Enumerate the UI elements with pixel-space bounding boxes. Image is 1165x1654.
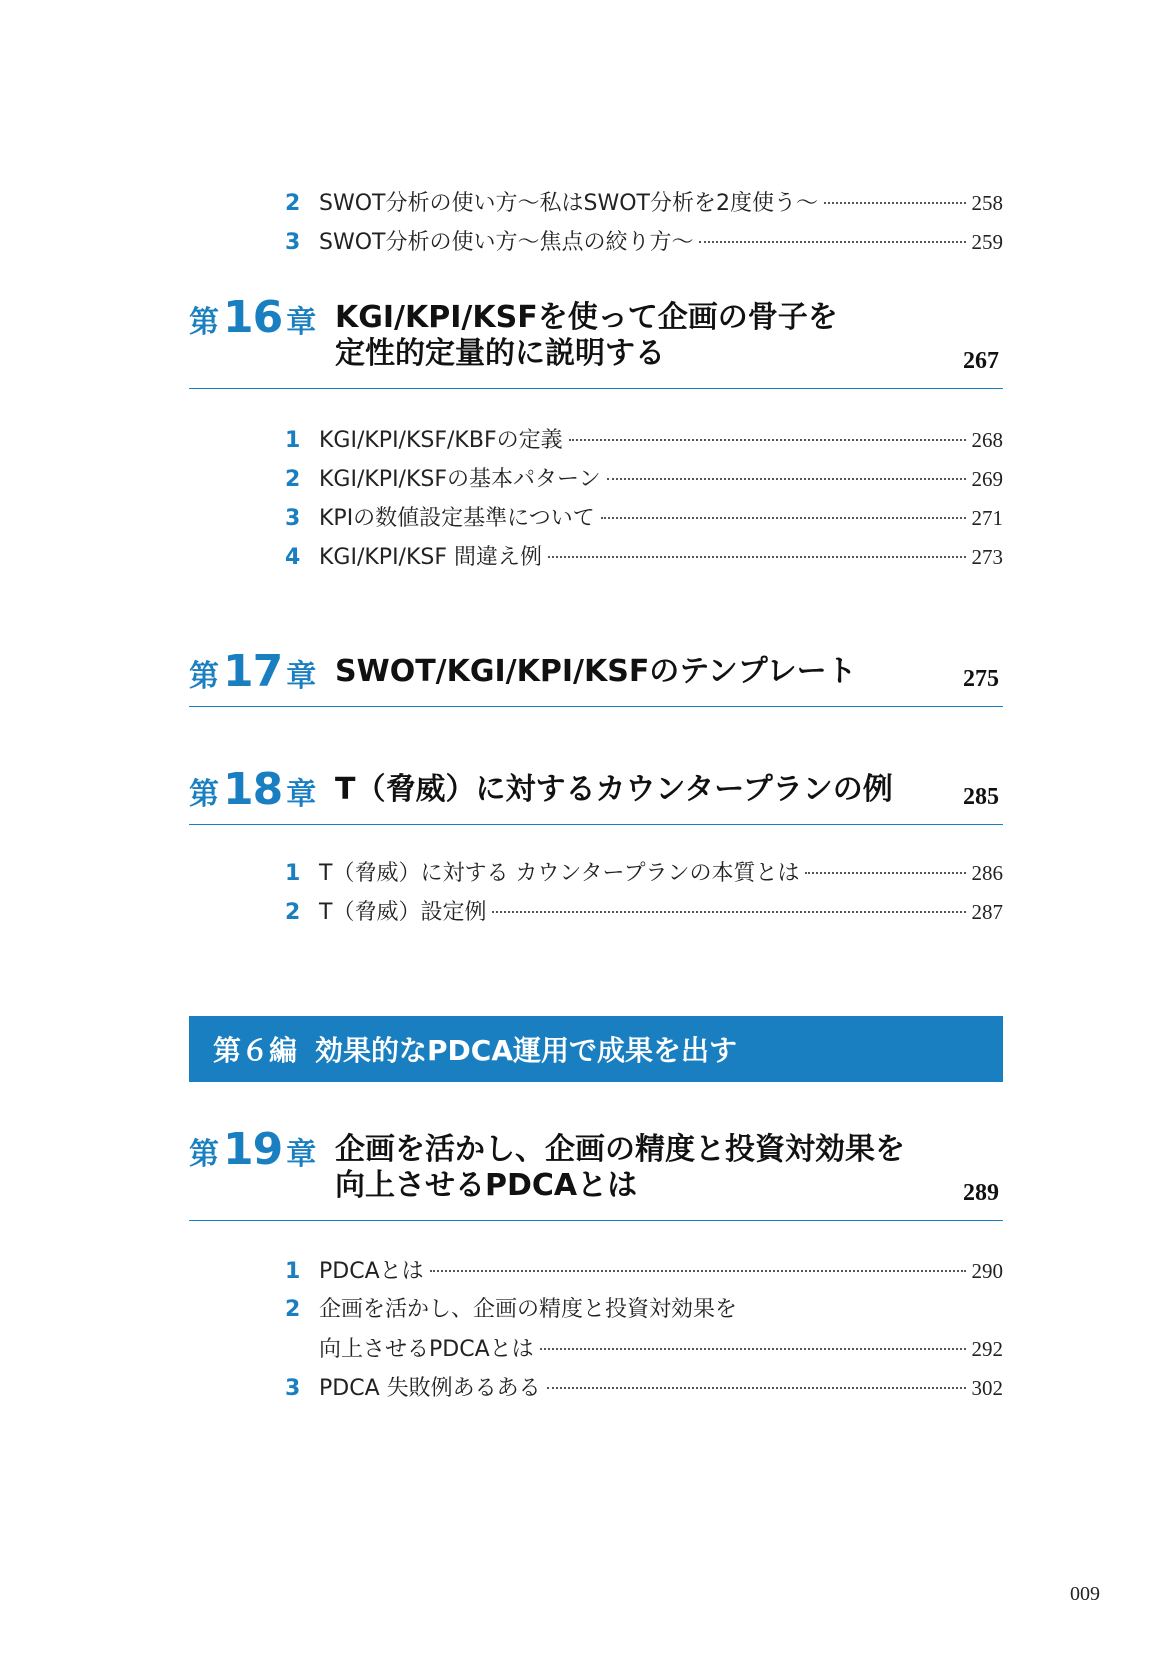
chapter-heading xyxy=(189,764,1003,825)
toc-entry xyxy=(285,1373,1003,1403)
chapter-heading xyxy=(189,1124,1003,1221)
entry-title: PDCA 失敗例あるある xyxy=(319,1376,541,1401)
chapter-title-line2: 向上させるPDCAとは xyxy=(335,1168,638,1203)
entry-page: 287 xyxy=(971,900,1003,924)
toc-entry xyxy=(285,227,1003,257)
dot-leader xyxy=(699,241,965,243)
dot-leader xyxy=(824,202,966,204)
entry-title: T（脅威）に対する カウンタープランの本質とは xyxy=(319,861,800,886)
entry-title: SWOT分析の使い方〜焦点の絞り方〜 xyxy=(319,230,694,255)
toc-entry xyxy=(285,425,1003,455)
chapter-sho: 章 xyxy=(286,1137,317,1172)
chapter-number: 17 xyxy=(223,646,283,697)
entry-page: 271 xyxy=(971,506,1003,530)
chapter-label xyxy=(189,646,316,697)
chapter-dai: 第 xyxy=(189,305,219,340)
chapter-title-line1: T（脅威）に対するカウンタープランの例 xyxy=(335,772,893,807)
entry-page: 268 xyxy=(971,428,1003,452)
entry-number: 1 xyxy=(285,861,301,886)
chapter-page: 275 xyxy=(963,666,999,692)
dot-leader xyxy=(805,872,965,874)
toc-entry xyxy=(285,542,1003,572)
toc-entry xyxy=(285,858,1003,888)
dot-leader xyxy=(547,1387,966,1389)
chapter-page: 285 xyxy=(963,784,999,810)
toc-entry xyxy=(285,1295,1003,1325)
toc-entry xyxy=(285,464,1003,494)
dot-leader xyxy=(540,1348,966,1350)
entry-title: KPIの数値設定基準について xyxy=(319,506,595,531)
chapter-heading xyxy=(189,646,1003,707)
entry-title-continuation: 向上させるPDCAとは xyxy=(319,1337,534,1362)
chapter-sho: 章 xyxy=(286,777,317,812)
entry-number: 1 xyxy=(285,428,301,453)
chapter-title-line1: KGI/KPI/KSFを使って企画の骨子を xyxy=(335,300,838,335)
dot-leader xyxy=(601,517,966,519)
chapter-title-line2: 定性的定量的に説明する xyxy=(335,336,665,371)
dot-leader xyxy=(430,1270,966,1272)
page-number: 009 xyxy=(1070,1583,1100,1605)
chapter-heading xyxy=(189,292,1003,389)
entry-number: 4 xyxy=(285,545,301,570)
entry-number: 2 xyxy=(285,191,301,216)
entry-title: T（脅威）設定例 xyxy=(319,900,487,925)
chapter-number: 16 xyxy=(223,292,283,343)
entry-page: 258 xyxy=(971,191,1003,215)
entry-title: SWOT分析の使い方〜私はSWOT分析を2度使う〜 xyxy=(319,191,818,216)
chapter-label xyxy=(189,764,316,815)
entry-title: KGI/KPI/KSFの基本パターン xyxy=(319,467,601,492)
part-heading-band xyxy=(189,1016,1003,1082)
entry-number: 3 xyxy=(285,1376,301,1401)
entry-page: 286 xyxy=(971,861,1003,885)
entry-page: 290 xyxy=(971,1259,1003,1283)
toc-entry xyxy=(285,1256,1003,1286)
part-label: 第６編 xyxy=(213,1034,298,1067)
entry-page: 292 xyxy=(971,1337,1003,1361)
entry-number: 2 xyxy=(285,467,301,492)
chapter-number: 19 xyxy=(223,1124,283,1175)
part-title: 効果的なPDCA運用で成果を出す xyxy=(315,1034,737,1067)
entry-number: 2 xyxy=(285,900,301,925)
chapter-dai: 第 xyxy=(189,1137,219,1172)
entry-number: 2 xyxy=(285,1297,301,1322)
chapter-title-line1: 企画を活かし、企画の精度と投資対効果を xyxy=(335,1132,905,1167)
toc-entry-continuation xyxy=(285,1334,1003,1364)
entry-page: 269 xyxy=(971,467,1003,491)
dot-leader xyxy=(569,439,966,441)
entry-title: 企画を活かし、企画の精度と投資対効果を xyxy=(319,1297,738,1322)
chapter-sho: 章 xyxy=(286,659,317,694)
entry-page: 273 xyxy=(971,545,1003,569)
entry-page: 259 xyxy=(971,230,1003,254)
chapter-page: 267 xyxy=(963,348,999,374)
entry-page: 302 xyxy=(971,1376,1003,1400)
toc-entry xyxy=(285,188,1003,218)
toc-entry xyxy=(285,897,1003,927)
chapter-dai: 第 xyxy=(189,777,219,812)
dot-leader xyxy=(548,556,965,558)
entry-title: KGI/KPI/KSF 間違え例 xyxy=(319,545,543,570)
entry-number: 3 xyxy=(285,230,301,255)
chapter-number: 18 xyxy=(223,764,283,815)
dot-leader xyxy=(607,478,966,480)
chapter-dai: 第 xyxy=(189,659,219,694)
chapter-sho: 章 xyxy=(286,305,317,340)
entry-title: PDCAとは xyxy=(319,1259,424,1284)
toc-entry xyxy=(285,503,1003,533)
entry-title: KGI/KPI/KSF/KBFの定義 xyxy=(319,428,563,453)
dot-leader xyxy=(492,911,965,913)
chapter-title-line1: SWOT/KGI/KPI/KSFのテンプレート xyxy=(335,654,857,689)
chapter-label xyxy=(189,1124,316,1175)
chapter-label xyxy=(189,292,316,343)
entry-number: 1 xyxy=(285,1259,301,1284)
entry-number: 3 xyxy=(285,506,301,531)
chapter-page: 289 xyxy=(963,1180,999,1206)
